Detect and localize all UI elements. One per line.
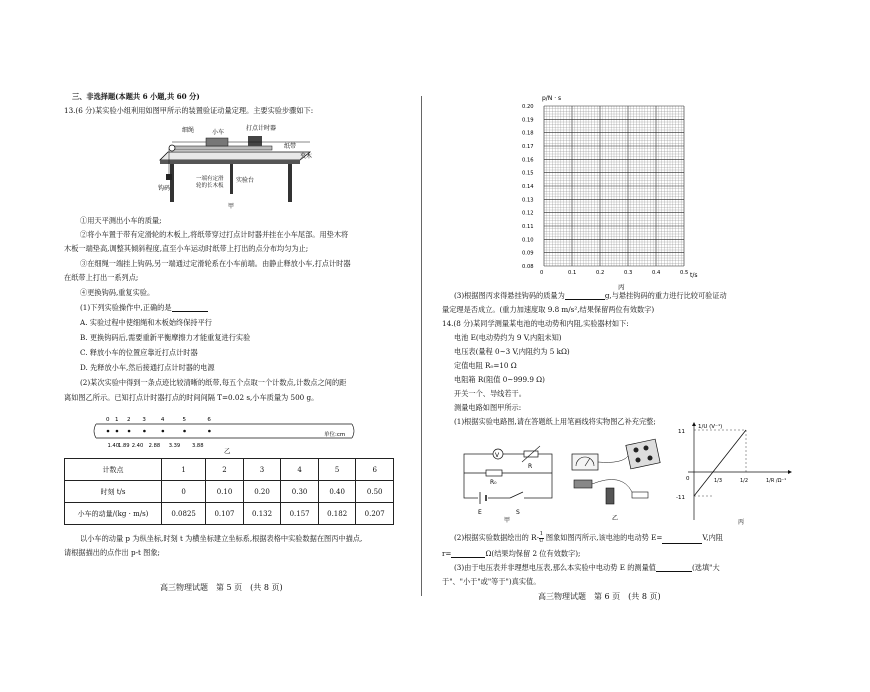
- step-3-cont: 在纸带上打出一系列点;: [64, 273, 139, 282]
- q3-line-1: 以小车的动量 p 为纵坐标,时刻 t 为横坐标建立坐标系,根据表格中实验数据在图丙中描点,: [80, 534, 363, 543]
- grid-ytick-label: 0.08: [522, 264, 534, 270]
- tape-dot: [183, 430, 186, 433]
- grid-caption: 丙: [618, 283, 625, 291]
- tape-distance-label: 2.40: [131, 443, 144, 449]
- tape-distance-label: 3.39: [168, 443, 181, 449]
- grid-ytick-label: 0.12: [522, 210, 534, 217]
- grid-ytick-label: 0.17: [522, 144, 534, 150]
- grid-xlabel: t/s: [690, 272, 698, 279]
- step-1: ①用天平测出小车的质量;: [80, 216, 162, 225]
- inverse-graph: [670, 420, 800, 526]
- tape-point-label: 5: [182, 417, 187, 423]
- grid-ytick-label: 0.18: [522, 130, 534, 137]
- tape-distance-label: 1.89: [118, 443, 130, 449]
- q14-3-line-1: (3)由于电压表并非理想电压表,那么本实验中电动势 E 的测量值 (选填"大: [454, 563, 720, 572]
- label-rope: 细绳: [182, 127, 195, 134]
- table-header-row: [65, 459, 394, 481]
- table-cell: 5: [318, 459, 356, 481]
- table-cell: 0.107: [206, 503, 244, 525]
- label-table: 实验台: [236, 177, 255, 184]
- graph-x-zero: 0: [686, 476, 690, 482]
- grid-ytick-label: 0.15: [522, 170, 534, 177]
- q14-2-line-2: r= Ω(结果均保留 2 位有效数字);: [442, 549, 581, 558]
- material-5: 开关一个、导线若干。: [454, 389, 526, 398]
- graph-y-top: 11: [678, 429, 685, 435]
- table-cell: 6: [356, 459, 394, 481]
- step-2-cont: 木板一端垫高,调整其倾斜程度,直至小车运动时纸带上打出的点分布均匀为止;: [64, 244, 309, 253]
- grid-ytick-label: 0.14: [522, 184, 534, 190]
- graph-xlabel: 1/R /Ω⁻¹: [766, 478, 787, 484]
- table-cell: 0.40: [318, 481, 356, 503]
- grid-ytick-label: 0.11: [522, 224, 534, 230]
- tape-unit: 单位:cm: [324, 432, 346, 438]
- q14-intro: 14.(8 分)某同学测量某电池的电动势和内阻,实验器材如下:: [442, 319, 629, 328]
- table-row: [65, 481, 394, 503]
- label-board: 一端有定滑轮的长木板: [196, 176, 224, 189]
- tape-dot: [128, 430, 131, 433]
- table-cell: 0.207: [356, 503, 394, 525]
- graph-caption-bing: 丙: [738, 519, 745, 526]
- data-table: [64, 458, 394, 525]
- q3-line-2: 请根据描出的点作出 p-t 图象;: [64, 548, 160, 557]
- tape-distance-label: 2.88: [148, 443, 161, 449]
- apparatus-figure: [160, 122, 320, 210]
- tape-dot: [116, 430, 119, 433]
- graph-x-tick-1: 1/3: [714, 478, 723, 484]
- table-cell: 0.182: [318, 503, 356, 525]
- grid-ytick-label: 0.16: [522, 157, 534, 164]
- right-page: [434, 0, 870, 692]
- grid-xtick-label: 0.4: [652, 270, 661, 276]
- tape-point-label: 6: [207, 417, 211, 423]
- grid-xtick-label: 0.2: [596, 270, 605, 276]
- circuit-e: E: [478, 509, 482, 516]
- option-a: A. 实验过程中使细绳和木板始终保持平行: [80, 318, 212, 327]
- tape-dot: [162, 430, 165, 433]
- circuit-r: R: [528, 463, 533, 470]
- material-2: 电压表(量程 0~3 V,内阻约为 5 kΩ): [454, 347, 570, 356]
- table-cell: 1: [162, 459, 206, 481]
- tape-distance-label: 3.88: [191, 443, 204, 449]
- grid-xtick-label: 0: [540, 270, 544, 276]
- material-4: 电阻箱 R(阻值 0~999.9 Ω): [454, 375, 545, 384]
- label-caption-jia: 甲: [228, 203, 235, 210]
- table-row: [65, 503, 394, 525]
- step-3: ③在细绳一端挂上钩码,另一端通过定滑轮系在小车前端。由静止释放小车,打点计时器: [80, 259, 351, 268]
- tape-point-label: 3: [142, 417, 146, 423]
- grid-ytick-label: 0.09: [522, 250, 534, 257]
- grid-xtick-label: 0.5: [680, 270, 689, 276]
- left-footer: 高三物理试题 第 5 页 (共 8 页): [160, 583, 283, 592]
- fraction-1-over-u: $\frac{1}{U}$: [539, 531, 544, 544]
- label-cart: 小车: [212, 129, 225, 136]
- apparatus-photo: [562, 436, 668, 522]
- tape-point-label: 2: [127, 417, 131, 423]
- table-cell: 3: [243, 459, 281, 481]
- step-4: ④更换钩码,重复实验。: [80, 288, 155, 297]
- table-cell: 0: [162, 481, 206, 503]
- q14-1: (1)根据实验电路图,请在答题纸上用笔画线将实物图乙补充完整;: [454, 417, 656, 426]
- table-cell: 时刻 t/s: [65, 481, 162, 503]
- q4-line-1: (3)根据图丙求得悬挂钩码的质量为 g,与悬挂钩码的重力进行比较可验证动: [454, 291, 727, 300]
- option-b: B. 更换钩码后,需要重新平衡摩擦力才能重复进行实验: [80, 333, 251, 342]
- tape-dot: [143, 430, 146, 433]
- tape-point-label: 1: [114, 417, 119, 423]
- q4-line-2: 量定理是否成立。(重力加速度取 9.8 m/s²,结果保留两位有效数字): [442, 305, 655, 314]
- table-cell: 0.20: [243, 481, 281, 503]
- q2-line-2: 离如图乙所示。已知打点计时器打点的时间间隔 T=0.02 s,小车质量为 500 g。: [64, 393, 319, 402]
- table-cell: 2: [206, 459, 244, 481]
- graph-y-bottom: -11: [676, 495, 685, 501]
- circuit-s: S: [516, 509, 520, 516]
- tape-dot: [107, 430, 110, 433]
- table-cell: 计数点: [65, 459, 162, 481]
- tape-dot: [208, 430, 211, 433]
- circuit-caption-jia: 甲: [504, 517, 511, 524]
- label-hook: 钩码: [158, 185, 171, 192]
- q14-2-line-1: (2)根据实验数据绘出的 R- $\frac{1}{U}$ 图象如图丙所示,该电池的电动势 E= V,内阻: [454, 531, 723, 544]
- circuit-diagram: [460, 442, 560, 522]
- circuit-r0: R₀: [490, 479, 497, 486]
- grid-ytick-label: 0.13: [522, 197, 534, 204]
- graph-ylabel: 1/U (V⁻¹): [698, 424, 723, 430]
- table-cell: 4: [281, 459, 319, 481]
- table-cell: 0.10: [206, 481, 244, 503]
- tape-caption: 乙: [224, 447, 231, 455]
- material-3: 定值电阻 R₀=10 Ω: [454, 361, 517, 370]
- q14-3-line-2: 于"、"小于"或"等于")真实值。: [442, 577, 541, 586]
- table-cell: 小车的动量/(kg · m/s): [65, 503, 162, 525]
- grid-ytick-label: 0.19: [522, 117, 534, 124]
- table-cell: 0.50: [356, 481, 394, 503]
- page-divider: [421, 96, 422, 596]
- graph-x-tick-2: 1/2: [740, 478, 749, 484]
- grid-ytick-label: 0.20: [522, 104, 534, 110]
- section-header: 三、非选择题(本题共 6 小题,共 60 分): [72, 92, 200, 101]
- option-d: D. 先释放小车,然后接通打点计时器的电源: [80, 363, 215, 372]
- label-timer: 打点计时器: [246, 125, 277, 132]
- q13-intro: 13.(6 分)某实验小组利用如图甲所示的装置验证动量定理。主要实验步骤如下:: [64, 106, 314, 115]
- grid-chart: [518, 92, 708, 292]
- material-6: 测量电路如图甲所示:: [454, 403, 522, 412]
- left-page: [0, 0, 430, 692]
- label-clamp: 夹木: [300, 153, 313, 160]
- table-cell: 0.132: [243, 503, 281, 525]
- apparatus-caption-yi: 乙: [612, 515, 619, 522]
- tape-point-label: 0: [106, 417, 110, 423]
- q1-prompt: (1)下列实验操作中,正确的是: [80, 303, 208, 312]
- material-1: 电池 E(电动势约为 9 V,内阻未知): [454, 333, 562, 342]
- tape-distance-label: 1.40: [107, 443, 120, 449]
- label-tape: 纸带: [284, 143, 297, 150]
- option-c: C. 释放小车的位置应靠近打点计时器: [80, 348, 198, 357]
- right-footer: 高三物理试题 第 6 页 (共 8 页): [538, 592, 661, 601]
- tape-figure: [96, 412, 366, 456]
- table-cell: 0.157: [281, 503, 319, 525]
- circuit-v: V: [495, 452, 500, 459]
- grid-xtick-label: 0.3: [624, 270, 633, 276]
- q2-line-1: (2)某次实验中得到一条点迹比较清晰的纸带,每五个点取一个计数点,计数点之间的距: [80, 378, 347, 387]
- table-cell: 0.0825: [162, 503, 206, 525]
- grid-xtick-label: 0.1: [568, 270, 577, 276]
- grid-ytick-label: 0.10: [522, 237, 534, 244]
- grid-ylabel: p/N · s: [542, 95, 562, 102]
- tape-point-label: 4: [160, 417, 165, 423]
- table-cell: 0.30: [281, 481, 319, 503]
- step-2: ②将小车置于带有定滑轮的木板上,将纸带穿过打点计时器并挂在小车尾部。用垫木将: [80, 230, 349, 239]
